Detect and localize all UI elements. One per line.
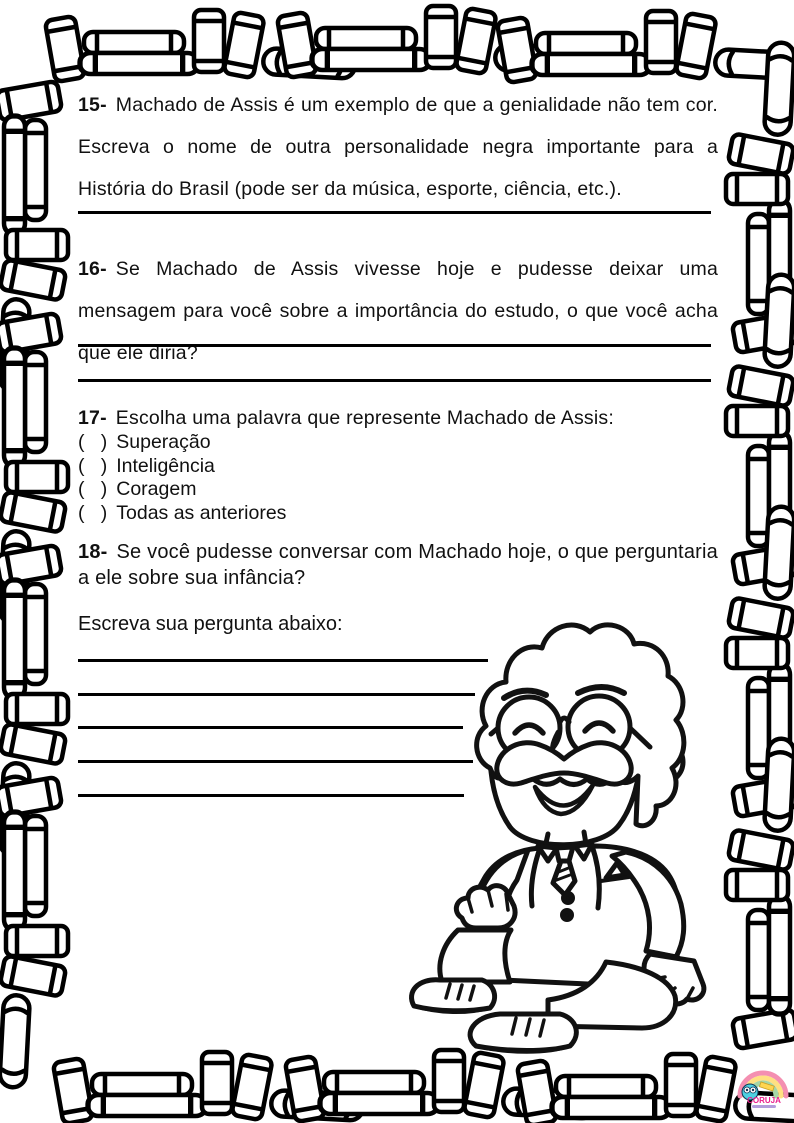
option-superacao[interactable] <box>78 431 578 455</box>
publisher-logo <box>734 1062 792 1110</box>
option-label: Superação <box>116 431 211 453</box>
jacket-button <box>563 911 572 920</box>
option-inteligencia[interactable] <box>78 455 578 479</box>
question-18-number: 18- <box>78 541 108 563</box>
question-16-text: Se Machado de Assis vivesse hoje e pudesse deixar uma mensagem para você sobre a importância do estudo, o que você acha que ele diria? <box>78 258 718 364</box>
option-todas-anteriores[interactable] <box>78 502 578 526</box>
answer-line-q16-2[interactable] <box>78 379 711 382</box>
question-16-number: 16- <box>78 258 107 280</box>
checkbox-parentheses[interactable]: ( ) <box>78 454 108 477</box>
answer-line-q16-1[interactable] <box>78 344 711 347</box>
question-17-options <box>78 431 578 525</box>
hand-on-knee <box>456 886 515 928</box>
machado-de-assis-cartoon <box>398 580 733 1055</box>
question-15-text: Machado de Assis é um exemplo de que a genialidade não tem cor. Escreva o nome de outra personalidade negra importante para a História do Brasil (pode ser da música, esporte, ciência, etc.). <box>78 94 718 200</box>
answer-line-q15[interactable] <box>78 211 711 214</box>
option-label: Inteligência <box>116 454 215 477</box>
sneaker-left-icon <box>412 980 495 1012</box>
checkbox-parentheses[interactable]: ( ) <box>78 501 108 524</box>
checkbox-parentheses[interactable]: ( ) <box>78 431 108 453</box>
logo-subtext-bar <box>752 1105 776 1108</box>
question-16 <box>78 248 718 374</box>
question-18-prompt: Escreva sua pergunta abaixo: <box>78 613 343 635</box>
option-label: Todas as anteriores <box>116 501 287 524</box>
checkbox-parentheses[interactable]: ( ) <box>78 478 108 500</box>
question-18-text: Se você pudesse conversar com Machado hoje, o que perguntaria a ele sobre sua infância? <box>78 541 718 589</box>
jacket-button <box>564 894 573 903</box>
option-label: Coragem <box>116 478 197 500</box>
question-17-text: Escolha uma palavra que represente Machado de Assis: <box>115 407 614 429</box>
logo-wordmark: CORUJA <box>747 1096 781 1105</box>
question-17-number: 17- <box>78 407 107 429</box>
sneaker-front-icon <box>470 1014 576 1052</box>
question-15 <box>78 84 718 210</box>
option-coragem[interactable] <box>78 478 578 502</box>
question-17 <box>78 406 723 431</box>
raised-leg <box>440 930 511 982</box>
question-15-number: 15- <box>78 94 107 116</box>
